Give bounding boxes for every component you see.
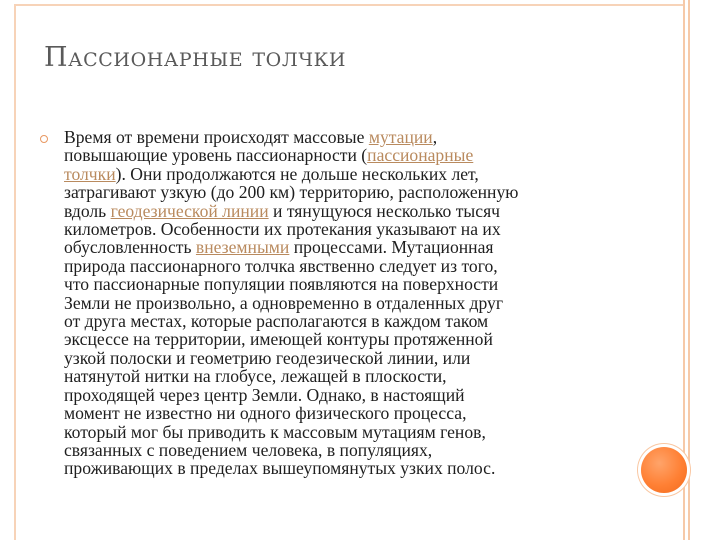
paragraph-line <box>64 330 624 348</box>
term-link[interactable]: внеземными <box>195 237 290 258</box>
bullet-paragraph <box>64 128 624 478</box>
paragraph-line <box>64 275 624 293</box>
paragraph-text: связанных с поведением человека, в популяциях, <box>64 439 433 460</box>
paragraph-line <box>64 404 624 422</box>
paragraph-line <box>64 128 624 146</box>
frame-top-line <box>14 4 684 6</box>
paragraph-line <box>64 257 624 275</box>
paragraph-line <box>64 441 624 459</box>
paragraph-text: и тянущуюся несколько тысяч <box>268 200 501 221</box>
paragraph-text: Время от времени происходят массовые <box>64 127 369 147</box>
paragraph-text: километров. Особенности их протекания указывают на их <box>64 219 501 240</box>
paragraph-line <box>64 349 624 367</box>
paragraph-line <box>64 220 624 238</box>
paragraph-text: Земли не произвольно, а одновременно в отдаленных друг <box>64 292 504 313</box>
paragraph-line <box>64 423 624 441</box>
frame-left-line <box>14 4 16 540</box>
paragraph-text: природа пассионарного толчка явственно следует из того, <box>64 255 498 276</box>
paragraph-text: повышающие уровень пассионарности ( <box>64 145 368 166</box>
term-link[interactable]: пассионарные <box>367 145 474 166</box>
orange-circle-decoration <box>641 447 687 493</box>
paragraph-line <box>64 165 624 183</box>
paragraph-text: обусловленность <box>64 237 196 258</box>
paragraph-text: от друга местах, которые располагаются в каждом таком <box>64 311 489 332</box>
paragraph-line <box>64 367 624 385</box>
paragraph-text: , <box>432 127 438 147</box>
paragraph-text: вдоль <box>64 200 111 221</box>
paragraph-text: проживающих в пределах вышеупомянутых узких полос. <box>64 458 496 479</box>
paragraph-text: затрагивают узкую (до 200 км) территорию, расположенную <box>64 182 519 203</box>
paragraph-text: который мог бы приводить к массовым мутациям генов, <box>64 421 486 442</box>
paragraph-text: проходящей через центр Земли. Однако, в настоящий <box>64 384 465 405</box>
paragraph-text: ). Они продолжаются не дольше нескольких лет, <box>115 163 479 184</box>
slide-title: Пассионарные толчки <box>44 42 347 73</box>
term-link[interactable]: мутации <box>368 127 433 147</box>
paragraph-text: узкой полоски и геометрию геодезической линии, или <box>64 347 471 368</box>
paragraph-text: что пассионарные популяции появляются на поверхности <box>64 274 499 295</box>
paragraph-text: процессами. Мутационная <box>289 237 494 258</box>
paragraph-line <box>64 183 624 201</box>
paragraph-text: эксцессе на территории, имеющей контуры протяженной <box>64 329 493 350</box>
paragraph-line <box>64 238 624 256</box>
paragraph-line <box>64 386 624 404</box>
paragraph-line <box>64 146 624 164</box>
term-link[interactable]: толчки <box>64 163 116 184</box>
paragraph-line <box>64 312 624 330</box>
paragraph-text: момент не известно ни одного физического процесса, <box>64 403 467 424</box>
paragraph-line <box>64 202 624 220</box>
bullet-icon <box>40 135 48 143</box>
paragraph-line <box>64 294 624 312</box>
term-link[interactable]: геодезической линии <box>110 200 269 221</box>
frame-right-line-inner <box>688 0 690 540</box>
paragraph-text: натянутой нитки на глобусе, лежащей в плоскости, <box>64 366 447 387</box>
paragraph-line <box>64 459 624 477</box>
